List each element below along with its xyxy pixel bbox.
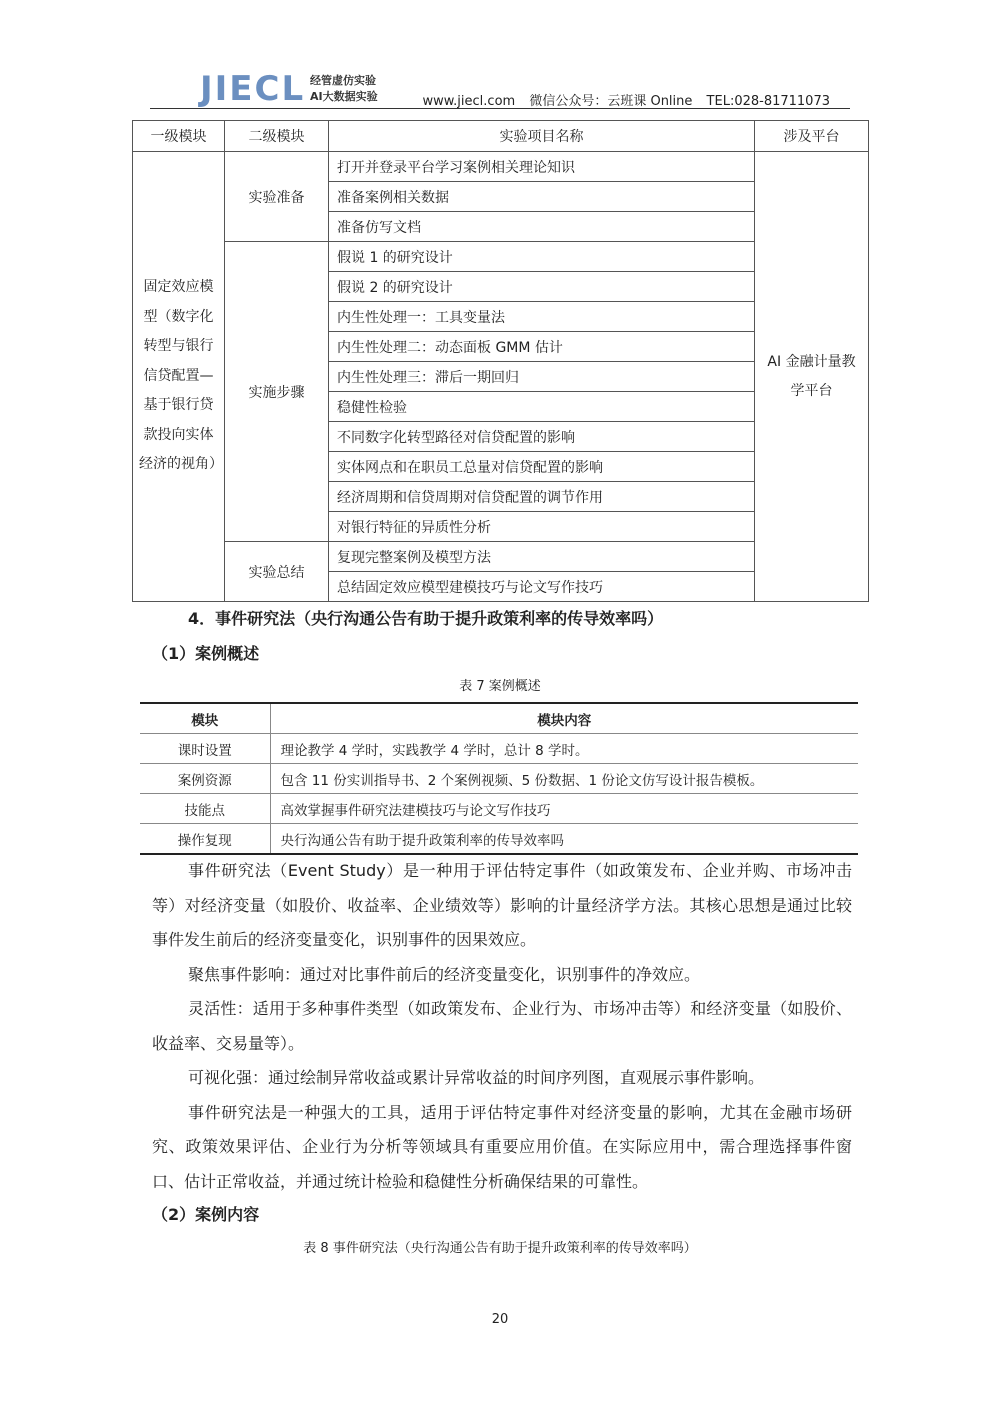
table-row [140, 794, 858, 824]
paragraph: 事件研究法是一种强大的工具，适用于评估特定事件对经济变量的影响，尤其在金融市场研究、政策效果评估、企业行为分析等领域具有重要应用价值。在实际应用中，需合理选择事件窗口、估计正常收益，并通过统计检验和稳健性分析确保结果的可靠性。 [152, 1102, 852, 1191]
experiment-item: 不同数字化转型路径对信贷配置的影响 [329, 422, 755, 452]
experiment-item: 假说 2 的研究设计 [329, 272, 755, 302]
paragraph: 聚焦事件影响：通过对比事件前后的经济变量变化，识别事件的净效应。 [188, 964, 701, 984]
table-header-row [133, 121, 869, 152]
module-key-cell: 技能点 [140, 794, 270, 824]
case-overview-heading: （1）案例概述 [152, 644, 260, 663]
header-tel: TEL:028-81711073 [706, 94, 830, 109]
module-value-cell: 高效掌握事件研究法建模技巧与论文写作技巧 [270, 794, 858, 824]
platform-cell: AI 金融计量教学平台 [755, 152, 869, 602]
section-4-heading: 4．事件研究法（央行沟通公告有助于提升政策利率的传导效率吗） [188, 609, 664, 628]
logo-subtitle-line1: 经管虚仿实验 [310, 74, 376, 87]
module-value-cell: 理论教学 4 学时，实践教学 4 学时，总计 8 学时。 [270, 734, 858, 764]
experiment-item: 准备案例相关数据 [329, 182, 755, 212]
experiment-item: 实体网点和在职员工总量对信贷配置的影响 [329, 452, 755, 482]
experiment-item: 稳健性检验 [329, 392, 755, 422]
table-header-cell: 实验项目名称 [329, 121, 755, 152]
table-header-cell: 一级模块 [133, 121, 225, 152]
jiecl-logo: JIECL [200, 69, 306, 109]
header-contact-info [412, 90, 830, 109]
paragraph: 灵活性：适用于多种事件类型（如政策发布、企业行为、市场冲击等）和经济变量（如股价、收益率、交易量等）。 [152, 999, 852, 1053]
table-row [140, 734, 858, 764]
table-header-cell: 涉及平台 [755, 121, 869, 152]
experiment-item: 准备仿写文档 [329, 212, 755, 242]
table-header-row [140, 703, 858, 734]
module-value-cell: 央行沟通公告有助于提升政策利率的传导效率吗 [280, 832, 564, 849]
experiment-item: 内生性处理二：动态面板 GMM 估计 [329, 332, 755, 362]
table-row [140, 764, 858, 794]
header-wechat: 微信公众号：云班课 Online [529, 94, 693, 109]
experiment-item: 经济周期和信贷周期对信贷配置的调节作用 [329, 482, 755, 512]
module-key-cell: 操作复现 [140, 824, 270, 855]
logo-subtitle-line2: AI大数据实验 [310, 90, 378, 103]
table7-caption: 表 7 案例概述 [459, 679, 541, 694]
module-value-cell: 包含 11 份实训指导书、2 个案例视频、5 份数据、1 份论文仿写设计报告模板。 [270, 764, 858, 794]
experiment-modules-table [132, 120, 869, 602]
page-header [150, 66, 850, 110]
experiment-item: 复现完整案例及模型方法 [329, 542, 755, 572]
experiment-item: 总结固定效应模型建模技巧与论文写作技巧 [329, 572, 755, 602]
table-header-cell: 模块内容 [270, 703, 858, 734]
body-text [152, 854, 852, 1199]
page-number: 20 [491, 1312, 509, 1327]
module-key-cell: 课时设置 [140, 734, 270, 764]
level1-module-cell: 固定效应模型（数字化转型与银行信贷配置—基于银行贷款投向实体经济的视角） [133, 152, 225, 602]
paragraph: 事件研究法（Event Study）是一种用于评估特定事件（如政策发布、企业并购、市场冲击等）对经济变量（如股价、收益率、企业绩效等）影响的计量经济学方法。其核心思想是通过比较事件发生前后的经济变量变化，识别事件的因果效应。 [152, 861, 852, 949]
table8-caption: 表 8 事件研究法（央行沟通公告有助于提升政策利率的传导效率吗） [303, 1241, 697, 1256]
level2-module-cell: 实施步骤 [225, 242, 329, 542]
table-row [140, 824, 858, 855]
table-row [133, 152, 869, 182]
level2-module-cell: 实验准备 [225, 152, 329, 242]
logo-subtitle [310, 73, 378, 105]
table-header-cell: 模块 [140, 703, 270, 734]
header-website: www.jiecl.com [422, 94, 516, 109]
case-overview-table [140, 702, 858, 855]
experiment-item: 打开并登录平台学习案例相关理论知识 [329, 152, 755, 182]
module-key-cell: 案例资源 [140, 764, 270, 794]
table-header-cell: 二级模块 [225, 121, 329, 152]
experiment-item: 对银行特征的异质性分析 [329, 512, 755, 542]
level2-module-cell: 实验总结 [225, 542, 329, 602]
experiment-item: 内生性处理三：滞后一期回归 [329, 362, 755, 392]
case-content-heading: （2）案例内容 [152, 1205, 260, 1224]
paragraph: 可视化强：通过绘制异常收益或累计异常收益的时间序列图，直观展示事件影响。 [188, 1068, 765, 1087]
experiment-item: 假说 1 的研究设计 [329, 242, 755, 272]
experiment-item: 内生性处理一：工具变量法 [329, 302, 755, 332]
header-divider [150, 108, 850, 109]
